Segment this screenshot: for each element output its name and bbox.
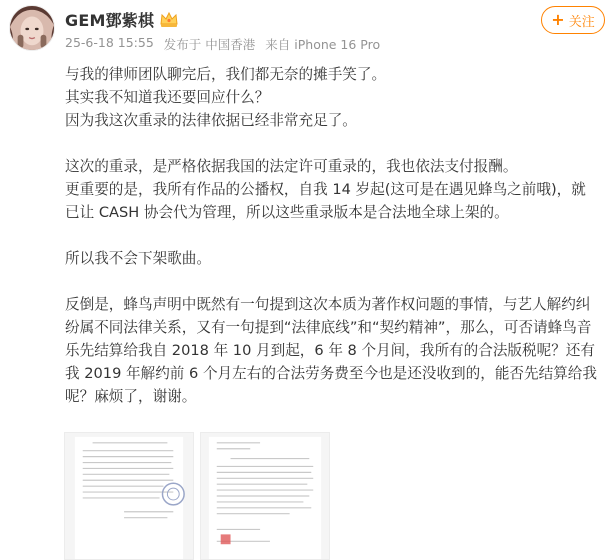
document-image-icon — [201, 433, 329, 559]
username-row — [65, 7, 616, 31]
post-text-line: 我 2019 年解约前 6 个月左右的合法劳务费至今也是还没收到的，能否先结算给我 — [65, 365, 597, 382]
avatar-portrait-icon — [10, 6, 54, 50]
post-text-line: 与我的律师团队聊完后，我们都无奈的摊手笑了。 — [65, 66, 387, 83]
post-time[interactable]: 25-6-18 15:55 — [65, 35, 154, 50]
post-text-line: 已让 CASH 协会代为管理，所以这些重录版本是合法地全球上架的。 — [65, 204, 509, 221]
post-text-line: 这次的重录，是严格依据我国的法定许可重录的，我也依法支付报酬。 — [65, 158, 518, 175]
post-text-line: 反倒是，蜂鸟声明中既然有一句提到这次本质为著作权问题的事情，与艺人解约纠 — [65, 296, 591, 313]
post-header — [65, 7, 616, 57]
post-text-line: 乐先结算给我自 2018 年 10 月到起，6 年 8 个月间，我所有的合法版税呢？还有 — [65, 342, 595, 359]
document-image-icon — [65, 433, 193, 559]
crown-badge-icon[interactable] — [159, 10, 179, 28]
post-image-1[interactable] — [64, 432, 194, 560]
follow-label: 关注 — [568, 14, 595, 30]
post-text-line: 所以我不会下架歌曲。 — [65, 250, 211, 267]
blank-line — [65, 270, 613, 293]
post-image-2[interactable] — [200, 432, 330, 560]
post-body — [65, 63, 613, 408]
avatar[interactable] — [9, 5, 55, 51]
post-text-line: 其实我不知道我还要回应什么？ — [65, 89, 270, 106]
post-location: 发布于 中国香港 — [163, 37, 256, 52]
post-meta — [65, 35, 616, 53]
blank-line — [65, 224, 613, 247]
post-text-line: 呢？麻烦了，谢谢。 — [65, 388, 197, 405]
post-text-line: 因为我这次重录的法律依据已经非常充足了。 — [65, 112, 357, 129]
post-text-line: 更重要的是，我所有作品的公播权，自我 14 岁起(这可是在遇见蜂鸟之前哦)，就 — [65, 181, 586, 198]
username[interactable]: GEM鄧紫棋 — [65, 10, 155, 30]
blank-line — [65, 132, 613, 155]
post-device: 来自 iPhone 16 Pro — [265, 37, 381, 52]
post-text-line: 纷属不同法律关系，又有一句提到“法律底线”和“契约精神”，那么，可否请蜂鸟音 — [65, 319, 592, 336]
plus-icon: + — [551, 10, 565, 29]
follow-button[interactable] — [541, 6, 605, 34]
